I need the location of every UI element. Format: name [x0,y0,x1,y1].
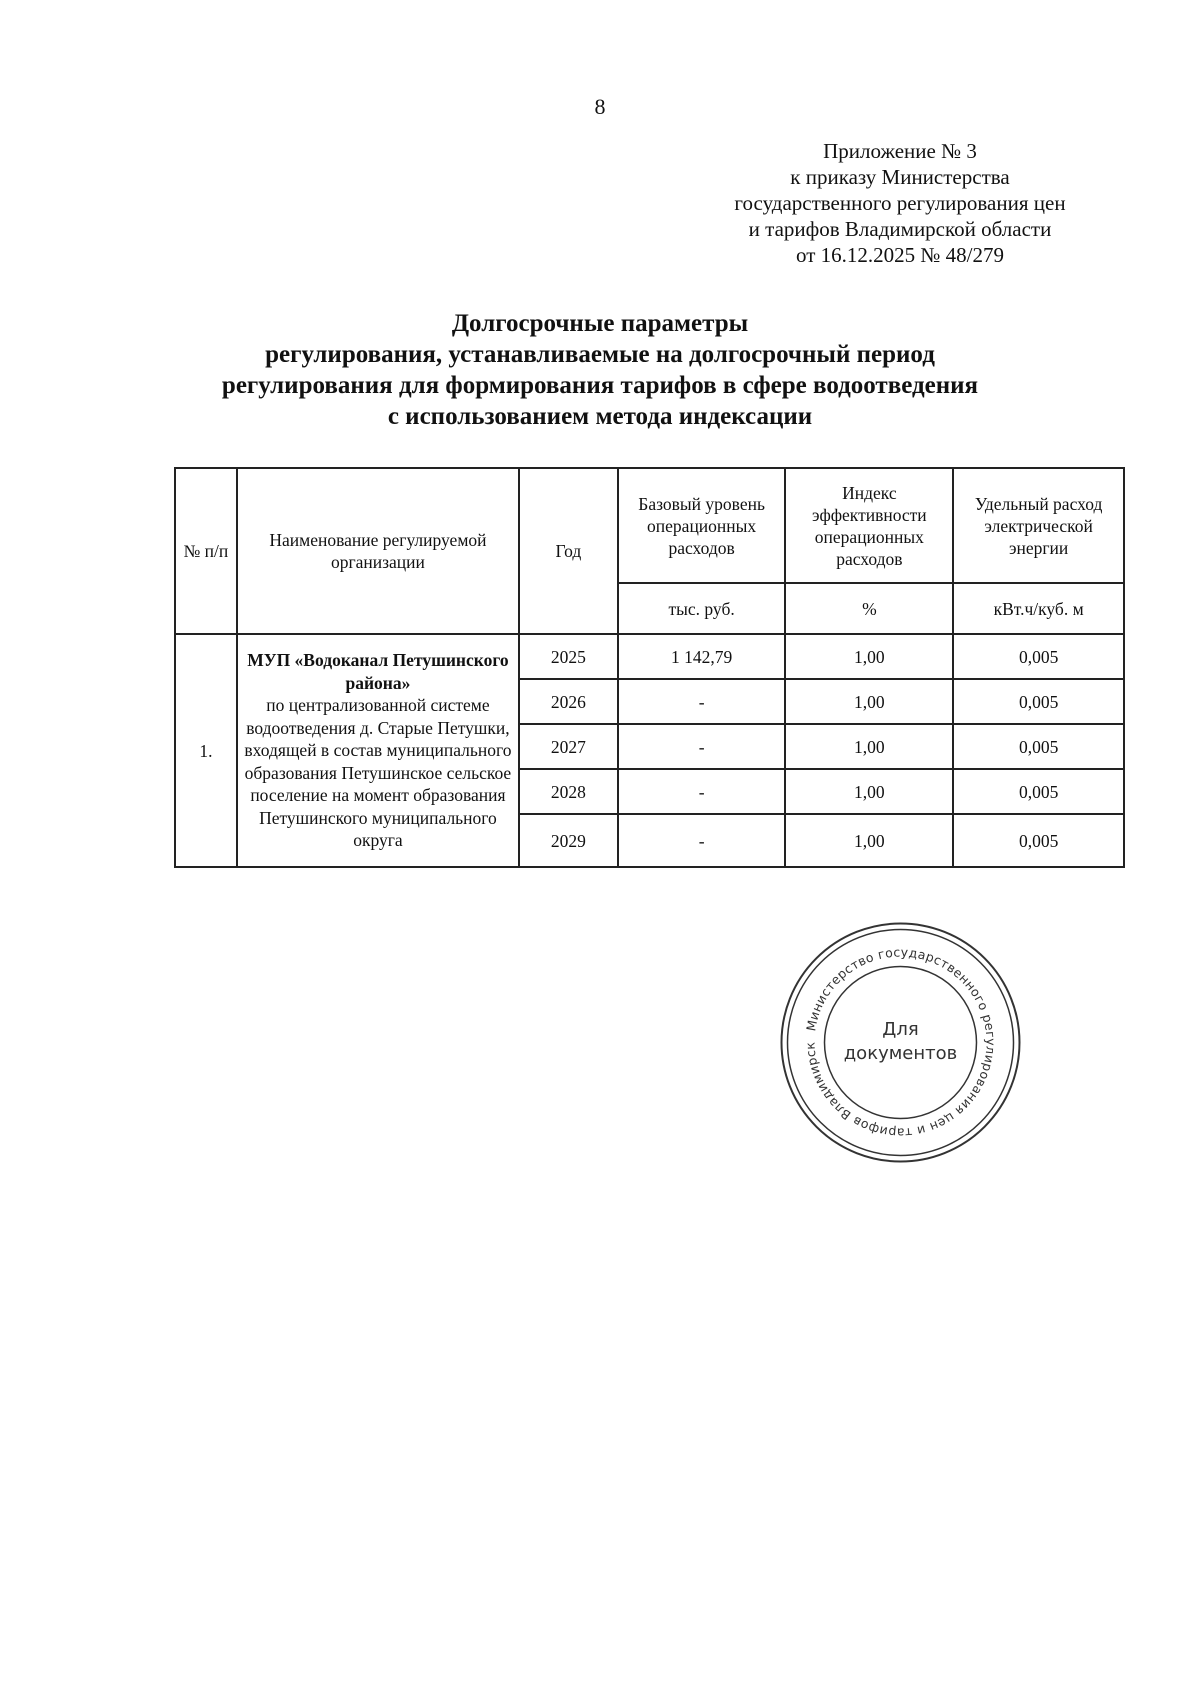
document-title [150,308,1050,432]
header-num: № п/п [175,468,237,634]
cell-base: - [618,769,786,814]
cell-index: 1,00 [785,769,953,814]
unit-base: тыс. руб. [618,583,786,634]
title-line: регулирования для формирования тарифов в сфере водоотведения [221,372,979,399]
cell-year: 2027 [519,724,618,769]
row-number: 1. [175,634,237,867]
title-line: регулирования, устанавливаемые на долгосрочный период [265,341,935,368]
cell-year: 2029 [519,814,618,867]
appendix-line: Приложение № 3 [823,139,977,163]
appendix-line: от 16.12.2025 № 48/279 [795,243,1005,267]
parameters-table [174,467,1125,868]
official-stamp [778,920,1023,1165]
appendix-line: государственного регулирования цен [734,191,1066,215]
stamp-center-line: Для [882,1019,919,1040]
cell-year: 2028 [519,769,618,814]
cell-energy: 0,005 [953,679,1124,724]
organization-cell [237,634,519,867]
appendix-line: и тарифов Владимирской области [748,217,1052,241]
cell-index: 1,00 [785,634,953,679]
cell-energy: 0,005 [953,724,1124,769]
title-line: Долгосрочные параметры [451,310,749,337]
cell-base: - [618,679,786,724]
header-org: Наименование регулируемой организации [237,468,519,634]
cell-index: 1,00 [785,724,953,769]
appendix-line: к приказу Министерства [790,165,1010,189]
header-energy-consumption: Удельный расход электрической энергии [953,468,1124,583]
cell-year: 2026 [519,679,618,724]
title-line: с использованием метода индексации [387,403,813,430]
header-row [175,468,1124,583]
stamp-center-line: документов [843,1043,958,1064]
cell-base: 1 142,79 [618,634,786,679]
appendix-header [700,138,1100,268]
organization-name: МУП «Водоканал Петушинского района» [247,650,509,693]
table-row [175,634,1124,679]
header-year: Год [519,468,618,634]
stamp-ring-text: Министерство государственного регулирования цен и тарифов Владимирск [802,944,999,1141]
cell-index: 1,00 [785,679,953,724]
cell-base: - [618,814,786,867]
cell-index: 1,00 [785,814,953,867]
page-number: 8 [594,94,606,119]
header-efficiency-index: Индекс эффективности операционных расходов [785,468,953,583]
cell-base: - [618,724,786,769]
unit-index: % [785,583,953,634]
cell-energy: 0,005 [953,769,1124,814]
organization-description: по централизованной системе водоотведения д. Старые Петушки, входящей в состав муниципального образования Петушинское сельское поселение на момент образования Петушинского муниципального округа [244,695,512,851]
cell-year: 2025 [519,634,618,679]
cell-energy: 0,005 [953,634,1124,679]
stamp-center-text [778,1018,1023,1066]
header-base-level: Базовый уровень операционных расходов [618,468,786,583]
cell-energy: 0,005 [953,814,1124,867]
unit-energy: кВт.ч/куб. м [953,583,1124,634]
